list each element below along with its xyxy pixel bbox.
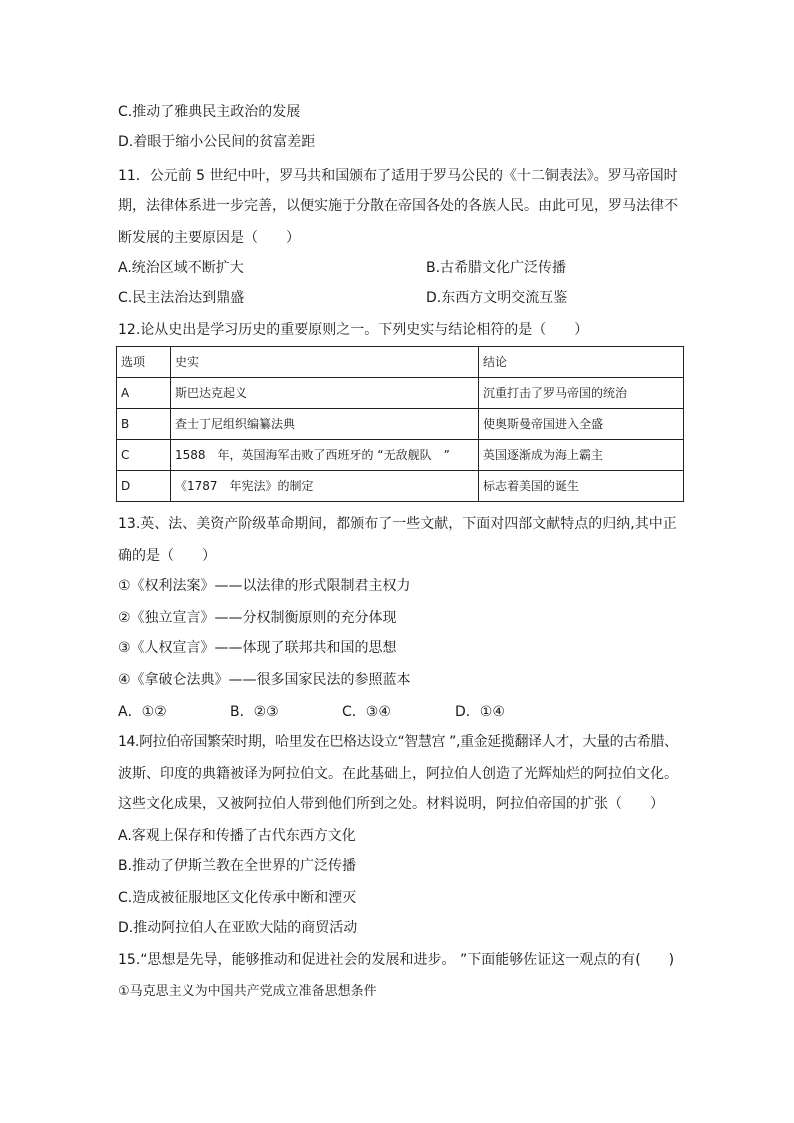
table-cell: 标志着美国的诞生 [479, 471, 684, 502]
table-cell: 1588 年，英国海军击败了西班牙的 “无敌舰队 ” [171, 440, 479, 471]
q14-option-b: B.推动了伊斯兰教在全世界的广泛传播 [118, 858, 357, 874]
table-header-row [117, 347, 684, 378]
table-cell: 沉重打击了罗马帝国的统治 [479, 378, 684, 409]
table-cell: C [117, 440, 171, 471]
q11-option-d: D.东西方文明交流互鉴 [426, 290, 568, 306]
q13-option-d: D．①④ [455, 704, 505, 720]
q13-option-b: B．②③ [230, 704, 279, 720]
q14-stem-line-3: 这些文化成果，又被阿拉伯人带到他们所到之处。材料说明，阿拉伯帝国的扩张（ ） [118, 796, 664, 812]
table-cell: 《1787 年宪法》的制定 [171, 471, 479, 502]
q13-item-1: ①《权利法案》——以法律的形式限制君主权力 [118, 578, 411, 594]
table-row [117, 471, 684, 502]
q15-stem: 15.“思想是先导，能够推动和促进社会的发展和进步。 ”下面能够佐证这一观点的有( ) [118, 952, 675, 968]
q13-item-3: ③《人权宣言》——体现了联邦共和国的思想 [118, 640, 397, 656]
table-cell: 使奥斯曼帝国进入全盛 [479, 409, 684, 440]
table-cell: 斯巴达克起义 [171, 378, 479, 409]
q14-stem-line-1: 14.阿拉伯帝国繁荣时期，哈里发在巴格达设立“智慧宫 ”,重金延揽翻译人才，大量的古希腊、 [118, 734, 678, 750]
q14-option-a: A.客观上保存和传播了古代东西方文化 [118, 828, 356, 844]
q13-stem-line-1: 13.英、法、美资产阶级革命期间，都颁布了一些文献，下面对四部文献特点的归纳,其中正 [118, 516, 677, 532]
table-cell: B [117, 409, 171, 440]
q13-item-4: ④《拿破仑法典》——很多国家民法的参照蓝本 [118, 672, 411, 688]
table-header-cell: 选项 [117, 347, 171, 378]
q13-option-a: A．①② [118, 704, 167, 720]
q10-option-d: D.着眼于缩小公民间的贫富差距 [118, 134, 316, 150]
q11-option-b: B.古希腊文化广泛传播 [426, 260, 567, 276]
q13-item-2: ②《独立宣言》——分权制衡原则的充分体现 [118, 610, 397, 626]
q13-option-c: C．③④ [342, 704, 391, 720]
q10-option-c: C.推动了雅典民主政治的发展 [118, 104, 301, 120]
table-row [117, 409, 684, 440]
q12-stem: 12.论从史出是学习历史的重要原则之一。下列史实与结论相符的是（ ） [118, 322, 589, 338]
q14-stem-line-2: 波斯、印度的典籍被译为阿拉伯文。在此基础上，阿拉伯人创造了光辉灿烂的阿拉伯文化。 [118, 766, 678, 782]
q14-option-c: C.造成被征服地区文化传承中断和湮灭 [118, 890, 357, 906]
q11-stem-line-3: 断发展的主要原因是（ ） [118, 230, 300, 246]
q14-option-d: D.推动阿拉伯人在亚欧大陆的商贸活动 [118, 920, 358, 936]
q11-stem-line-1: 11．公元前 5 世纪中叶，罗马共和国颁布了适用于罗马公民的《十二铜表法》。罗马帝国时 [118, 168, 678, 184]
table-cell: A [117, 378, 171, 409]
q13-stem-line-2: 确的是（ ） [118, 548, 216, 564]
q11-option-a: A.统治区域不断扩大 [118, 260, 244, 276]
table-cell: 查士丁尼组织编纂法典 [171, 409, 479, 440]
q11-stem-line-2: 期，法律体系进一步完善，以便实施于分散在帝国各处的各族人民。由此可见，罗马法律不 [118, 198, 678, 214]
table-row [117, 378, 684, 409]
table-header-cell: 结论 [479, 347, 684, 378]
table-row [117, 440, 684, 471]
table-cell: D [117, 471, 171, 502]
q15-item-1: ①马克思主义为中国共产党成立准备思想条件 [118, 984, 377, 999]
q12-table [116, 346, 684, 502]
table-cell: 英国逐渐成为海上霸主 [479, 440, 684, 471]
table-header-cell: 史实 [171, 347, 479, 378]
q11-option-c: C.民主法治达到鼎盛 [118, 290, 245, 306]
